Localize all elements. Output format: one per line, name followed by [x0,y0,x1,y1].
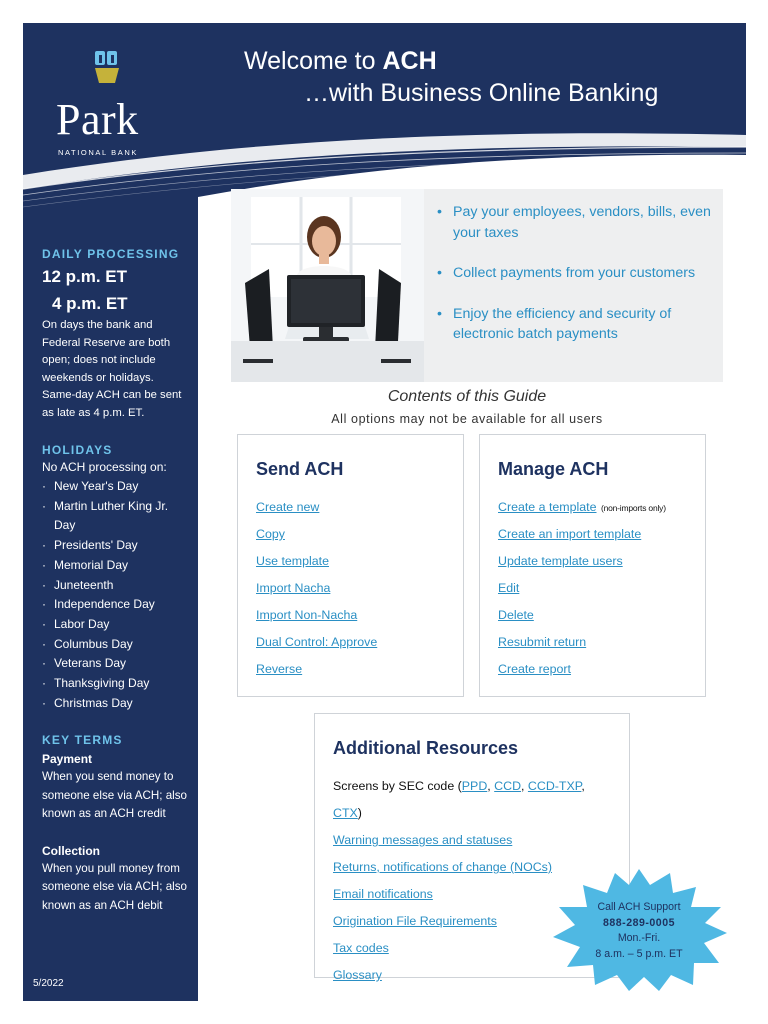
support-days: Mon.-Fri. [617,932,661,944]
link-dual-control-approve[interactable]: Dual Control: Approve [256,635,378,649]
link-create-import-template[interactable]: Create an import template [498,527,642,541]
holidays-intro: No ACH processing on: [42,460,167,474]
holiday-item: · Veterans Day [42,654,190,674]
sec-separator: , [581,779,585,793]
link-origination-file-requirements[interactable]: Origination File Requirements [333,914,497,928]
page-subtitle: …with Business Online Banking [304,79,659,107]
holidays-heading: HOLIDAYS [42,443,113,457]
send-ach-box [237,434,464,697]
holiday-item: · Juneteenth [42,576,190,596]
link-use-template[interactable]: Use template [256,554,330,568]
holiday-item: · Labor Day [42,615,190,635]
benefit-item: • Collect payments from your customers [434,263,719,284]
link-warning-messages[interactable]: Warning messages and statuses [333,833,513,847]
link-edit[interactable]: Edit [498,581,520,595]
publication-date: 5/2022 [33,978,64,989]
link-import-non-nacha[interactable]: Import Non-Nacha [256,608,358,622]
sec-code-line [333,773,611,827]
benefit-list [434,202,719,365]
businesswoman-photo [231,189,424,382]
manage-ach-links [498,494,687,683]
logo-subtitle: NATIONAL BANK [58,148,138,157]
support-text [549,900,729,962]
sec-prefix: Screens by SEC code ( [333,779,462,793]
key-terms-heading: KEY TERMS [42,733,123,748]
link-resubmit-return[interactable]: Resubmit return [498,635,587,649]
benefit-item: • Enjoy the efficiency and security of electronic batch payments [434,304,719,345]
manage-ach-box [479,434,706,697]
link-ccd-txp[interactable]: CCD-TXP [527,779,582,793]
resources-title: Additional Resources [333,738,519,758]
daily-note: On days the bank and Federal Reserve are both open; does not include weekends or holidays. Same-day ACH can be sent as late as 4 p.m. ET. [42,319,182,419]
support-hours: 8 a.m. – 5 p.m. ET [595,947,683,960]
link-import-nacha[interactable]: Import Nacha [256,581,331,595]
send-ach-title: Send ACH [256,459,344,479]
link-returns-nocs[interactable]: Returns, notifications of change (NOCs) [333,860,552,874]
term-payment: Payment [42,752,93,767]
link-create-new[interactable]: Create new [256,500,320,514]
logo-wordmark: Park [56,95,139,144]
term-payment-definition: When you send money to someone else via ACH; also known as an ACH credit [42,770,187,821]
support-line: Call ACH Support [597,901,681,913]
benefit-item: • Pay your employees, vendors, bills, even your taxes [434,202,719,243]
contents-title: Contents of this Guide [387,388,547,405]
link-reverse[interactable]: Reverse [256,662,303,676]
daily-processing-heading: DAILY PROCESSING [42,247,180,261]
link-update-template-users[interactable]: Update template users [498,554,623,568]
sec-separator: , [487,779,495,793]
sec-suffix: ) [357,806,362,820]
cutoff-time-1: 12 p.m. ET [42,267,128,286]
cutoff-time-2: 4 p.m. ET [52,294,128,313]
link-delete[interactable]: Delete [498,608,534,622]
term-collection-definition: When you pull money from someone else via ACH; also known as an ACH debit [42,861,187,912]
holiday-item: · Martin Luther King Jr. Day [42,497,190,536]
link-create-template[interactable]: Create a template [498,500,597,514]
header-banner [23,23,746,213]
template-note: (non-imports only) [600,503,666,513]
link-ctx[interactable]: CTX [333,806,358,820]
link-ccd[interactable]: CCD [494,779,522,793]
link-tax-codes[interactable]: Tax codes [333,941,389,955]
holiday-item: · Presidents' Day [42,536,190,556]
link-email-notifications[interactable]: Email notifications [333,887,433,901]
holiday-item: · New Year's Day [42,477,190,497]
manage-ach-title: Manage ACH [498,459,609,479]
title-bold: ACH [382,47,437,75]
park-logo-icon [91,49,123,85]
sidebar [23,213,198,1001]
holiday-item: · Independence Day [42,595,190,615]
contents-subtitle: All options may not be available for all users [331,412,603,426]
link-copy[interactable]: Copy [256,527,285,541]
link-create-report[interactable]: Create report [498,662,572,676]
page-title [244,47,437,76]
holiday-item: · Thanksgiving Day [42,674,190,694]
hero-panel [231,189,723,382]
send-ach-links [256,494,445,683]
holiday-list [42,477,190,713]
holiday-item: · Columbus Day [42,635,190,655]
link-glossary[interactable]: Glossary [333,968,382,982]
sec-separator: , [521,779,528,793]
term-collection: Collection [42,843,101,858]
holiday-item: · Christmas Day [42,694,190,714]
holiday-item: · Memorial Day [42,556,190,576]
title-prefix: Welcome to [244,47,383,75]
link-ppd[interactable]: PPD [461,779,488,793]
support-phone[interactable]: 888-289-0005 [603,916,675,929]
